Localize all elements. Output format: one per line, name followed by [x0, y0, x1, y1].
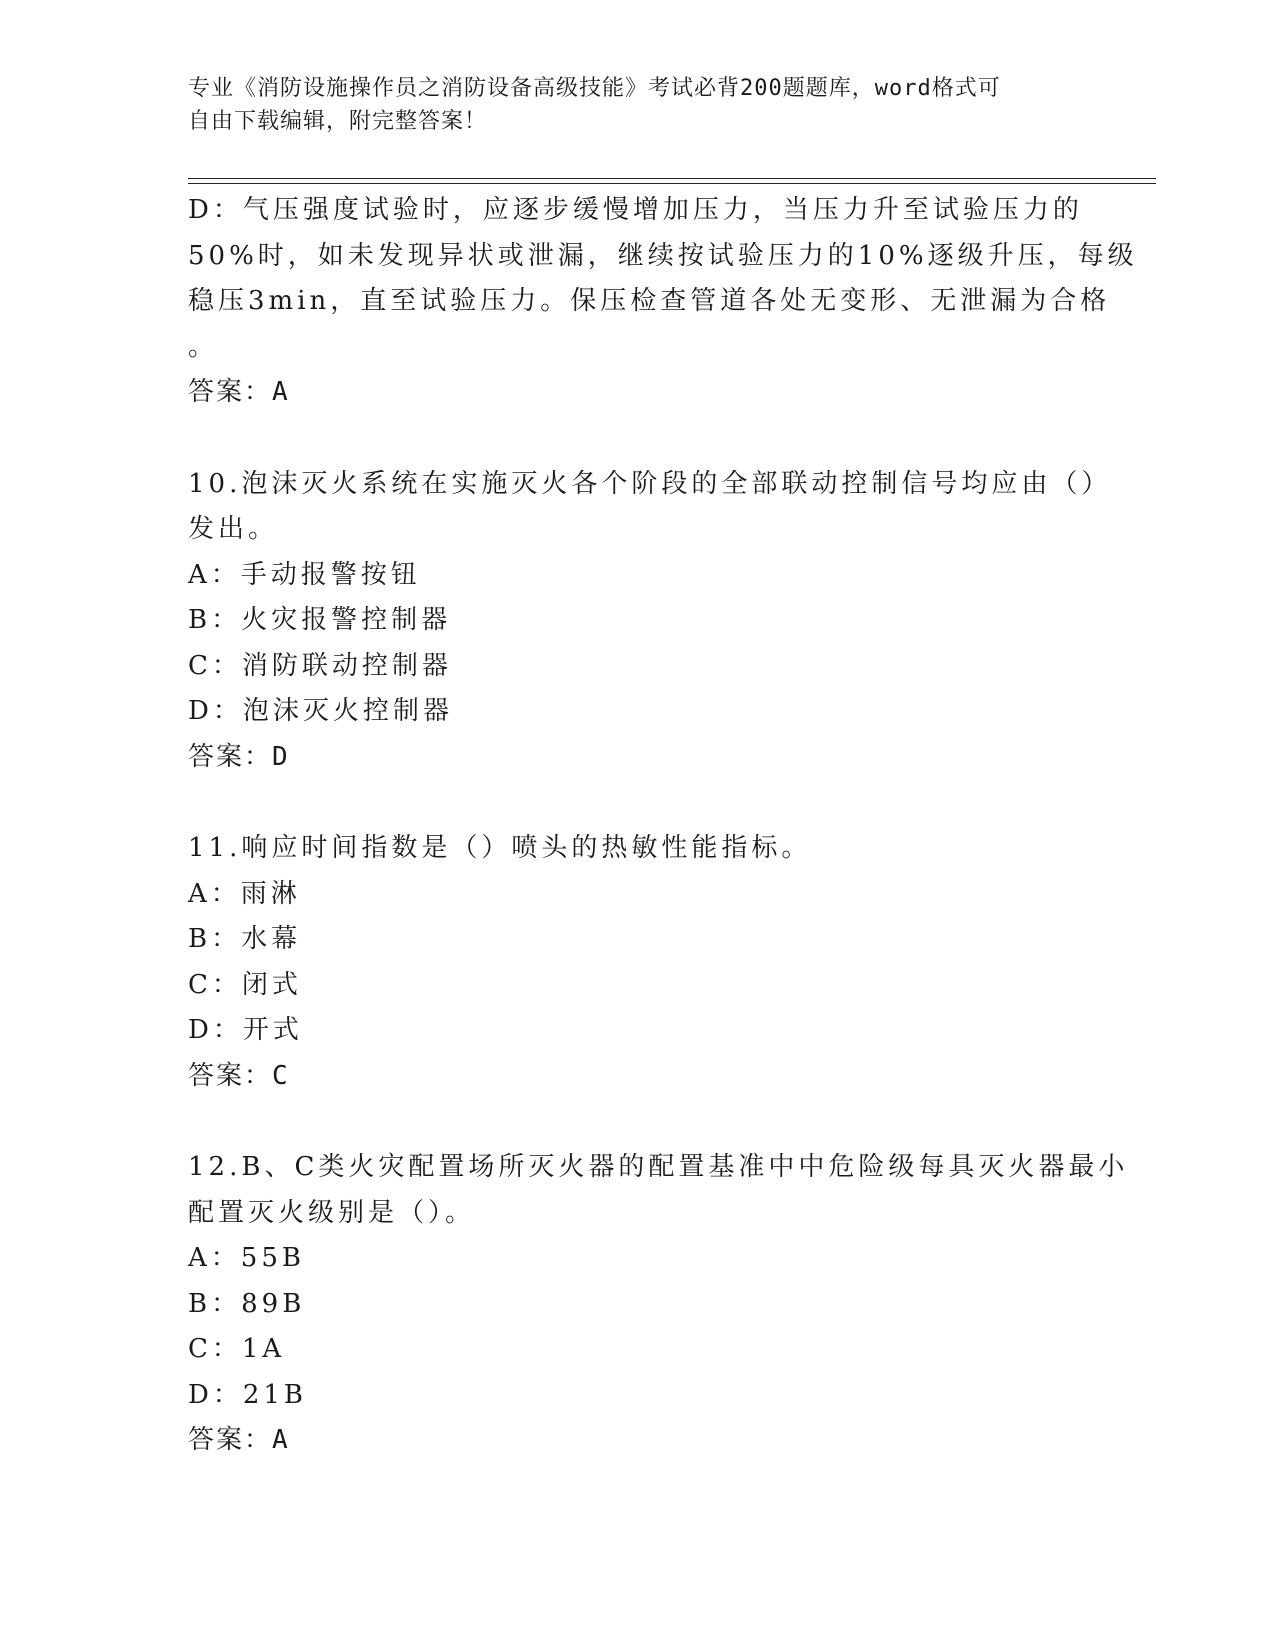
- option-d: D：泡沫灭火控制器: [188, 696, 453, 726]
- spacer: [188, 1099, 1088, 1145]
- header-title-line-2: 自由下载编辑，附完整答案！: [188, 109, 488, 134]
- header-title-line-1: 专业《消防设施操作员之消防设备高级技能》考试必背200题题库，word格式可: [188, 76, 1001, 101]
- option-a: A：雨淋: [188, 878, 301, 909]
- previous-question-tail: [188, 188, 1138, 416]
- option-d-line: D：气压强度试验时，应逐步缓慢增加压力，当压力升至试验压力的: [188, 195, 1083, 225]
- header-divider-top: [188, 178, 1156, 179]
- question-10: [188, 462, 1112, 781]
- spacer: [188, 416, 1088, 462]
- option-d-line: 。: [188, 331, 219, 362]
- option-b: B：水幕: [188, 924, 302, 954]
- document-header: [188, 72, 1068, 138]
- option-d-line: 50%时，如未发现异状或泄漏，继续按试验压力的10%逐级升压，每级: [188, 240, 1138, 271]
- option-b: B：火灾报警控制器: [188, 605, 452, 635]
- option-b: B：89B: [188, 1288, 306, 1319]
- question-stem: 10.泡沫灭火系统在实施灭火各个阶段的全部联动控制信号均应由（）: [188, 468, 1112, 499]
- answer-line: 答案：A: [188, 1425, 290, 1455]
- question-content: [188, 188, 1138, 1464]
- answer-line: 答案：C: [188, 1060, 290, 1091]
- header-divider-bottom: [188, 183, 1156, 184]
- question-stem: 12.B、C类火灾配置场所灭火器的配置基准中中危险级每具灭火器最小: [188, 1152, 1129, 1182]
- option-d: D：开式: [188, 1015, 303, 1045]
- question-stem: 配置灭火级别是（）。: [188, 1197, 476, 1228]
- option-d-line: 稳压3min，直至试验压力。保压检查管道各处无变形、无泄漏为合格: [188, 286, 1111, 316]
- option-c: C：闭式: [188, 969, 302, 1000]
- option-a: A：55B: [188, 1243, 305, 1273]
- option-c: C：1A: [188, 1334, 286, 1364]
- option-d: D：21B: [188, 1379, 308, 1410]
- question-11: [188, 826, 1088, 1099]
- answer-line: 答案：D: [188, 741, 290, 772]
- option-a: A：手动报警按钮: [188, 559, 421, 590]
- question-stem: 发出。: [188, 514, 279, 544]
- question-12: [188, 1145, 1129, 1464]
- answer-line: 答案：A: [188, 377, 290, 407]
- spacer: [188, 780, 1088, 826]
- option-c: C：消防联动控制器: [188, 650, 452, 681]
- question-stem: 11.响应时间指数是（）喷头的热敏性能指标。: [188, 833, 812, 863]
